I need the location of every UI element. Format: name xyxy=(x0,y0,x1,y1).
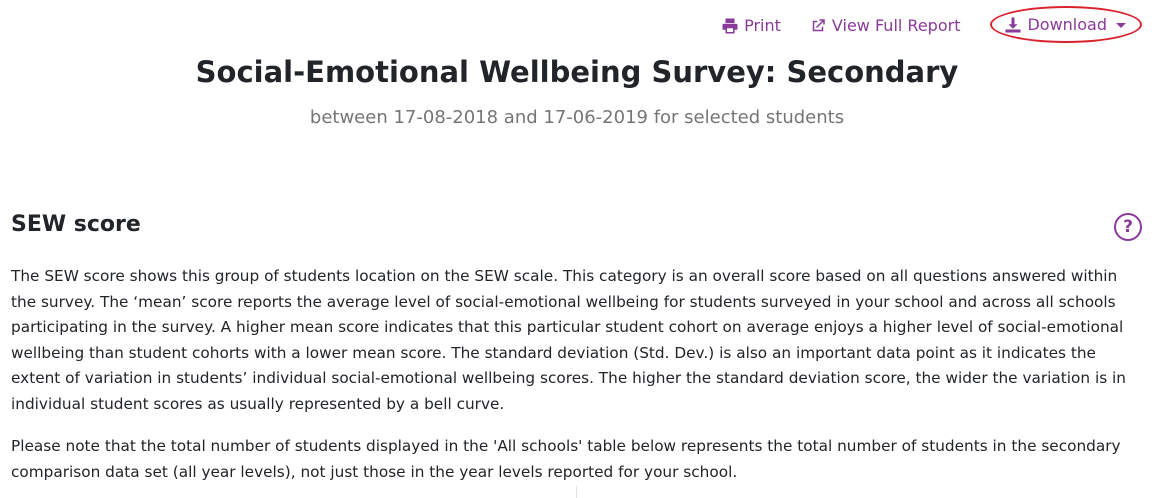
help-icon[interactable]: ? xyxy=(1114,213,1142,241)
section-heading: SEW score xyxy=(11,212,141,237)
sew-score-description: The SEW score shows this group of students location on the SEW scale. This category is an overall score based on all questions answered within the survey. The ‘mean’ score reports the average level of social-emotional wellbeing for students surveyed in your school and across all schools participating in the survey. A higher mean score indicates that this particular student cohort on average enjoys a higher level of social-emotional wellbeing than student cohorts with a lower mean score. The standard deviation (Std. Dev.) is also an important data point as it indicates the extent of variation in students’ individual social-emotional wellbeing scores. The higher the standard deviation score, the wider the variation is in individual student scores as usually represented by a bell curve. xyxy=(11,267,1126,413)
page-subtitle: between 17-08-2018 and 17-06-2019 for selected students xyxy=(309,107,845,128)
print-button[interactable] xyxy=(721,16,781,35)
caret-down-icon xyxy=(1116,23,1126,28)
column-divider xyxy=(576,486,577,498)
report-toolbar xyxy=(721,8,1142,43)
external-link-icon xyxy=(809,17,827,35)
print-icon xyxy=(721,17,739,35)
download-dropdown-button[interactable] xyxy=(990,6,1142,43)
all-schools-note: Please note that the total number of students displayed in the 'All schools' table below represents the total number of students in the secondary comparison data set (all year levels), not just those in the year levels reported for your school. xyxy=(11,437,1121,481)
download-label: Download xyxy=(1027,15,1107,34)
view-full-report-label: View Full Report xyxy=(831,16,961,35)
download-icon xyxy=(1004,16,1022,34)
page-title: Social-Emotional Wellbeing Survey: Secondary xyxy=(195,55,959,89)
view-full-report-link[interactable] xyxy=(809,16,961,35)
print-label: Print xyxy=(744,16,781,35)
